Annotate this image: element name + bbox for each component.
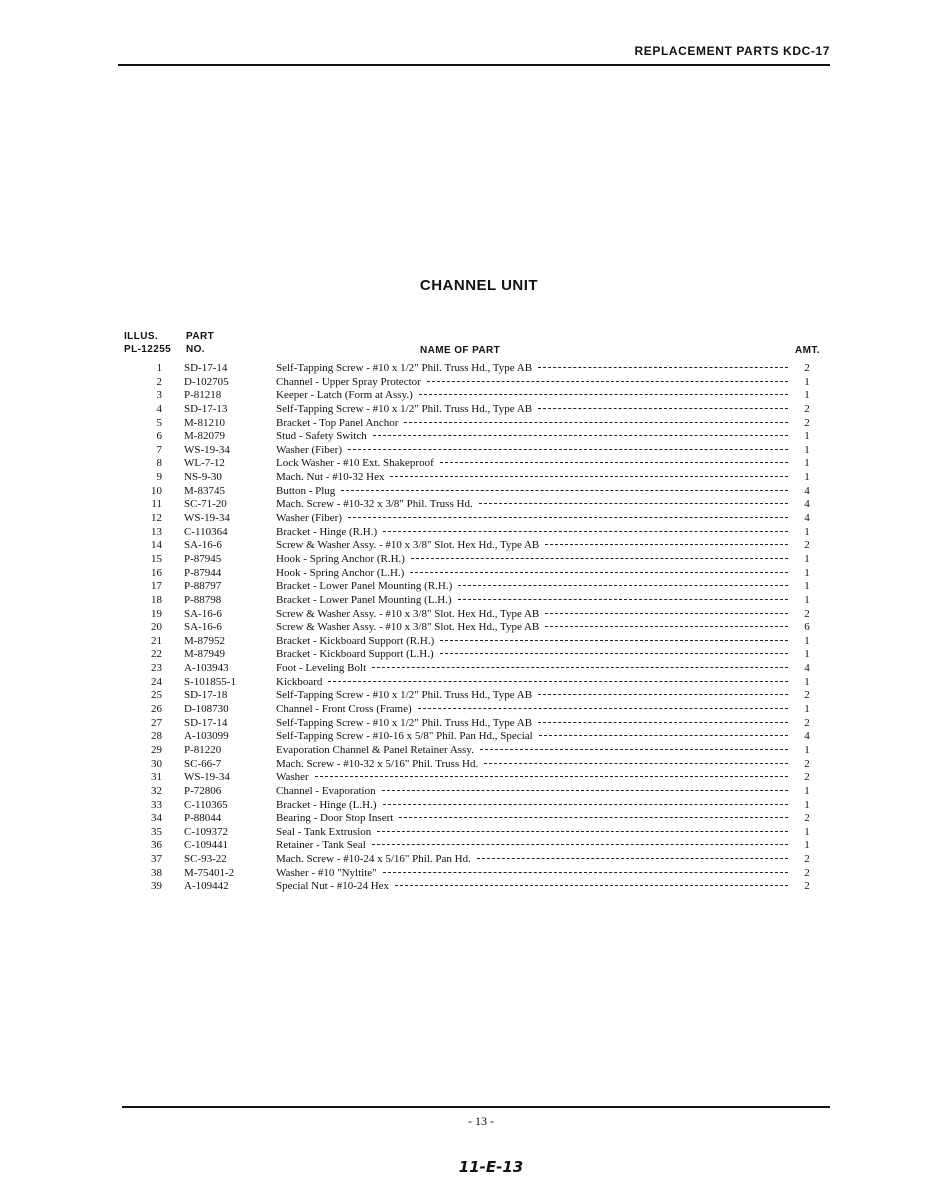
- part-name: Hook - Spring Anchor (L.H.): [276, 566, 405, 579]
- part-name-cell: [276, 512, 788, 525]
- part-number: SA-16-6: [184, 607, 222, 620]
- leader-dashes: [410, 572, 788, 573]
- part-name-cell: [276, 471, 788, 484]
- parts-row: [0, 526, 942, 540]
- amount: 4: [804, 484, 810, 497]
- parts-row: [0, 485, 942, 499]
- amount: 1: [804, 443, 810, 456]
- illus-number: 19: [151, 607, 162, 620]
- part-name-cell: [276, 608, 788, 621]
- part-name-cell: [276, 867, 788, 880]
- illus-number: 1: [156, 362, 162, 374]
- amount: 1: [804, 566, 810, 579]
- parts-row: [0, 826, 942, 840]
- leader-dashes: [404, 422, 788, 423]
- part-name: Evaporation Channel & Panel Retainer Assy.: [276, 743, 474, 756]
- leader-dashes: [390, 476, 788, 477]
- parts-row: [0, 457, 942, 471]
- illus-number: 36: [151, 839, 162, 852]
- part-name: Bracket - Kickboard Support (R.H.): [276, 634, 435, 647]
- part-name-cell: [276, 444, 788, 457]
- part-name-cell: [276, 430, 788, 443]
- part-name-cell: [276, 389, 788, 402]
- leader-dashes: [341, 490, 788, 491]
- amount: 1: [804, 389, 810, 402]
- part-number: SC-93-22: [184, 853, 227, 866]
- illus-number: 16: [151, 566, 162, 579]
- part-name: Keeper - Latch (Form at Assy.): [276, 389, 413, 402]
- part-name: Washer: [276, 771, 309, 784]
- parts-row: [0, 621, 942, 635]
- part-name-cell: [276, 717, 788, 730]
- part-name: Channel - Evaporation: [276, 784, 376, 797]
- amount: 1: [804, 675, 810, 688]
- parts-row: [0, 853, 942, 867]
- column-header-part-line1: PART: [186, 331, 215, 342]
- amount: 4: [804, 662, 810, 675]
- parts-row: [0, 635, 942, 649]
- amount: 2: [804, 771, 810, 784]
- parts-row: [0, 648, 942, 662]
- part-name-cell: [276, 621, 788, 634]
- parts-row: [0, 512, 942, 526]
- parts-row: [0, 771, 942, 785]
- parts-row: [0, 880, 942, 894]
- leader-dashes: [538, 694, 788, 695]
- part-name-cell: [276, 580, 788, 593]
- illus-number: 13: [151, 525, 162, 538]
- leader-dashes: [539, 735, 788, 736]
- part-number: M-87949: [184, 648, 225, 661]
- part-number: C-110365: [184, 798, 228, 811]
- parts-row: [0, 717, 942, 731]
- amount: 2: [804, 716, 810, 729]
- illus-number: 12: [151, 512, 162, 525]
- parts-row: [0, 417, 942, 431]
- part-name: Self-Tapping Screw - #10-16 x 5/8" Phil. Pan Hd., Special: [276, 730, 533, 743]
- leader-dashes: [418, 708, 788, 709]
- leader-dashes: [383, 804, 789, 805]
- part-name: Bracket - Kickboard Support (L.H.): [276, 648, 434, 661]
- leader-dashes: [440, 640, 788, 641]
- part-name: Special Nut - #10-24 Hex: [276, 880, 390, 893]
- part-name-cell: [276, 526, 788, 539]
- parts-row: [0, 867, 942, 881]
- part-number: P-88798: [184, 593, 222, 606]
- amount: 4: [804, 512, 810, 525]
- part-name-cell: [276, 594, 788, 607]
- amount: 2: [804, 757, 810, 770]
- part-name: Washer - #10 "Nyltite": [276, 866, 377, 879]
- part-name: Retainer - Tank Seal: [276, 839, 366, 852]
- part-name-cell: [276, 880, 788, 893]
- amount: 1: [804, 839, 810, 852]
- part-number: SD-17-14: [184, 716, 228, 729]
- illus-number: 2: [156, 375, 162, 388]
- leader-dashes: [458, 599, 788, 600]
- parts-row: [0, 567, 942, 581]
- part-number: SC-71-20: [184, 498, 227, 511]
- part-name: Foot - Leveling Bolt: [276, 662, 367, 675]
- header-rule: [118, 64, 830, 66]
- leader-dashes: [383, 531, 788, 532]
- part-number: SD-17-18: [184, 689, 228, 702]
- parts-row: [0, 539, 942, 553]
- parts-row: [0, 689, 942, 703]
- part-name: Hook - Spring Anchor (R.H.): [276, 552, 405, 565]
- part-number: P-88044: [184, 812, 222, 825]
- part-name: Channel - Upper Spray Protector: [276, 375, 421, 388]
- illus-number: 27: [151, 716, 162, 729]
- illus-number: 7: [156, 443, 162, 456]
- part-number: SC-66-7: [184, 757, 222, 770]
- part-number: M-83745: [184, 484, 225, 497]
- part-name: Self-Tapping Screw - #10 x 1/2" Phil. Truss Hd., Type AB: [276, 689, 533, 702]
- part-name-cell: [276, 689, 788, 702]
- column-header-part-line2: NO.: [186, 344, 205, 355]
- leader-dashes: [399, 817, 788, 818]
- part-name: Screw & Washer Assy. - #10 x 3/8" Slot. Hex Hd., Type AB: [276, 621, 540, 634]
- part-name: Button - Plug: [276, 484, 336, 497]
- leader-dashes: [372, 844, 788, 845]
- part-name-cell: [276, 567, 788, 580]
- illus-number: 25: [151, 689, 162, 702]
- illus-number: 21: [151, 634, 162, 647]
- amount: 2: [804, 880, 810, 893]
- part-name: Washer (Fiber): [276, 443, 343, 456]
- leader-dashes: [383, 872, 788, 873]
- illus-number: 33: [151, 798, 162, 811]
- part-name-cell: [276, 744, 788, 757]
- parts-list: [0, 362, 942, 894]
- part-number: P-81218: [184, 389, 222, 402]
- illus-number: 37: [151, 853, 162, 866]
- amount: 1: [804, 634, 810, 647]
- amount: 1: [804, 580, 810, 593]
- part-number: NS-9-30: [184, 471, 222, 484]
- part-number: P-72806: [184, 784, 222, 797]
- illus-number: 26: [151, 703, 162, 716]
- part-name-cell: [276, 553, 788, 566]
- illus-number: 24: [151, 675, 162, 688]
- illus-number: 35: [151, 825, 162, 838]
- part-number: C-109372: [184, 825, 228, 838]
- leader-dashes: [411, 558, 788, 559]
- amount: 1: [804, 743, 810, 756]
- illus-number: 20: [151, 621, 162, 634]
- part-number: C-109441: [184, 839, 228, 852]
- part-number: D-108730: [184, 703, 229, 716]
- illus-number: 5: [156, 416, 162, 429]
- leader-dashes: [373, 435, 788, 436]
- amount: 1: [804, 798, 810, 811]
- column-header-illus-line2: PL-12255: [124, 344, 172, 355]
- part-name-cell: [276, 662, 788, 675]
- illus-number: 34: [151, 812, 162, 825]
- illus-number: 17: [151, 580, 162, 593]
- illus-number: 15: [151, 552, 162, 565]
- part-name-cell: [276, 403, 788, 416]
- part-name-cell: [276, 498, 788, 511]
- part-name: Bracket - Lower Panel Mounting (L.H.): [276, 593, 452, 606]
- part-name-cell: [276, 839, 788, 852]
- parts-row: [0, 608, 942, 622]
- part-name-cell: [276, 485, 788, 498]
- parts-row: [0, 758, 942, 772]
- leader-dashes: [545, 544, 788, 545]
- part-name-cell: [276, 771, 788, 784]
- leader-dashes: [315, 776, 788, 777]
- amount: 1: [804, 593, 810, 606]
- leader-dashes: [545, 626, 788, 627]
- illus-number: 30: [151, 757, 162, 770]
- part-number: P-81220: [184, 743, 222, 756]
- amount: 1: [804, 552, 810, 565]
- part-number: WS-19-34: [184, 512, 230, 525]
- leader-dashes: [538, 367, 788, 368]
- illus-number: 38: [151, 866, 162, 879]
- part-name-cell: [276, 635, 788, 648]
- part-name: Self-Tapping Screw - #10 x 1/2" Phil. Truss Hd., Type AB: [276, 716, 533, 729]
- part-name-cell: [276, 362, 788, 375]
- leader-dashes: [328, 681, 788, 682]
- part-number: WS-19-34: [184, 443, 230, 456]
- part-number: SD-17-13: [184, 402, 228, 415]
- leader-dashes: [545, 613, 788, 614]
- part-name: Lock Washer - #10 Ext. Shakeproof: [276, 457, 434, 470]
- header-title: REPLACEMENT PARTS KDC-17: [634, 44, 830, 58]
- part-name-cell: [276, 785, 788, 798]
- amount: 2: [804, 362, 810, 374]
- part-number: SD-17-14: [184, 362, 228, 374]
- amount: 1: [804, 525, 810, 538]
- parts-row: [0, 594, 942, 608]
- part-number: M-75401-2: [184, 866, 235, 879]
- amount: 2: [804, 866, 810, 879]
- illus-number: 4: [156, 402, 162, 415]
- parts-row: [0, 799, 942, 813]
- leader-dashes: [395, 885, 788, 886]
- amount: 2: [804, 402, 810, 415]
- parts-row: [0, 744, 942, 758]
- illus-number: 8: [156, 457, 162, 470]
- parts-row: [0, 812, 942, 826]
- amount: 1: [804, 703, 810, 716]
- parts-row: [0, 662, 942, 676]
- part-number: P-87945: [184, 552, 222, 565]
- leader-dashes: [427, 381, 788, 382]
- parts-row: [0, 703, 942, 717]
- amount: 1: [804, 648, 810, 661]
- part-name-cell: [276, 826, 788, 839]
- part-name-cell: [276, 376, 788, 389]
- parts-row: [0, 839, 942, 853]
- amount: 4: [804, 498, 810, 511]
- amount: 1: [804, 430, 810, 443]
- page-number: - 13 -: [468, 1114, 494, 1128]
- part-number: C-110364: [184, 525, 228, 538]
- leader-dashes: [480, 749, 788, 750]
- part-name: Seal - Tank Extrusion: [276, 825, 372, 838]
- part-name: Mach. Screw - #10-32 x 5/16" Phil. Truss Hd.: [276, 757, 479, 770]
- amount: 2: [804, 416, 810, 429]
- part-number: D-102705: [184, 375, 229, 388]
- parts-row: [0, 785, 942, 799]
- leader-dashes: [440, 462, 788, 463]
- part-name: Bracket - Top Panel Anchor: [276, 416, 399, 429]
- part-name-cell: [276, 676, 788, 689]
- part-name: Channel - Front Cross (Frame): [276, 703, 412, 716]
- part-name: Bracket - Hinge (R.H.): [276, 525, 378, 538]
- parts-row: [0, 580, 942, 594]
- parts-row: [0, 362, 942, 376]
- column-header-illus: [124, 330, 171, 356]
- illus-number: 3: [156, 389, 162, 402]
- part-name: Bracket - Lower Panel Mounting (R.H.): [276, 580, 453, 593]
- part-name: Kickboard: [276, 675, 323, 688]
- leader-dashes: [348, 517, 788, 518]
- amount: 4: [804, 730, 810, 743]
- parts-row: [0, 376, 942, 390]
- footer-rule: [122, 1106, 830, 1108]
- section-title: CHANNEL UNIT: [419, 277, 539, 294]
- illus-number: 32: [151, 784, 162, 797]
- leader-dashes: [538, 408, 788, 409]
- part-name: Screw & Washer Assy. - #10 x 3/8" Slot. Hex Hd., Type AB: [276, 607, 540, 620]
- amount: 1: [804, 471, 810, 484]
- parts-row: [0, 430, 942, 444]
- illus-number: 14: [151, 539, 162, 552]
- leader-dashes: [348, 449, 788, 450]
- leader-dashes: [484, 763, 788, 764]
- illus-number: 22: [151, 648, 162, 661]
- parts-row: [0, 498, 942, 512]
- leader-dashes: [440, 653, 788, 654]
- amount: 2: [804, 607, 810, 620]
- parts-row: [0, 730, 942, 744]
- amount: 2: [804, 689, 810, 702]
- leader-dashes: [477, 858, 788, 859]
- part-name-cell: [276, 853, 788, 866]
- illus-number: 10: [151, 484, 162, 497]
- part-number: M-87952: [184, 634, 225, 647]
- amount: 1: [804, 825, 810, 838]
- column-header-name: NAME OF PART: [420, 345, 501, 356]
- leader-dashes: [538, 722, 788, 723]
- leader-dashes: [479, 503, 788, 504]
- part-name-cell: [276, 730, 788, 743]
- illus-number: 11: [151, 498, 162, 511]
- part-name: Screw & Washer Assy. - #10 x 3/8" Slot. Hex Hd., Type AB: [276, 539, 540, 552]
- illus-number: 29: [151, 743, 162, 756]
- part-number: WL-7-12: [184, 457, 225, 470]
- illus-number: 6: [156, 430, 162, 443]
- amount: 2: [804, 812, 810, 825]
- part-number: WS-19-34: [184, 771, 230, 784]
- part-name-cell: [276, 539, 788, 552]
- parts-row: [0, 403, 942, 417]
- column-header-amt: AMT.: [795, 345, 820, 356]
- part-name-cell: [276, 457, 788, 470]
- part-name: Self-Tapping Screw - #10 x 1/2" Phil. Truss Hd., Type AB: [276, 362, 533, 374]
- part-name-cell: [276, 417, 788, 430]
- part-number: M-82079: [184, 430, 225, 443]
- leader-dashes: [377, 831, 788, 832]
- part-number: M-81210: [184, 416, 225, 429]
- part-name-cell: [276, 703, 788, 716]
- illus-number: 28: [151, 730, 162, 743]
- leader-dashes: [372, 667, 788, 668]
- part-name: Bearing - Door Stop Insert: [276, 812, 394, 825]
- illus-number: 18: [151, 593, 162, 606]
- illus-number: 31: [151, 771, 162, 784]
- illus-number: 39: [151, 880, 162, 893]
- parts-row: [0, 389, 942, 403]
- amount: 1: [804, 375, 810, 388]
- leader-dashes: [419, 394, 788, 395]
- part-name: Mach. Screw - #10-32 x 3/8" Phil. Truss Hd.: [276, 498, 473, 511]
- amount: 6: [804, 621, 810, 634]
- column-header-part: [186, 330, 214, 356]
- illus-number: 9: [156, 471, 162, 484]
- amount: 1: [804, 457, 810, 470]
- part-name-cell: [276, 758, 788, 771]
- part-name: Bracket - Hinge (L.H.): [276, 798, 377, 811]
- part-name: Stud - Safety Switch: [276, 430, 367, 443]
- amount: 1: [804, 784, 810, 797]
- handwritten-reference: 11-E-13: [458, 1158, 524, 1176]
- parts-row: [0, 444, 942, 458]
- part-name-cell: [276, 799, 788, 812]
- parts-row: [0, 676, 942, 690]
- part-number: P-87944: [184, 566, 222, 579]
- part-number: SA-16-6: [184, 539, 222, 552]
- part-number: P-88797: [184, 580, 222, 593]
- part-name: Washer (Fiber): [276, 512, 343, 525]
- part-name: Mach. Screw - #10-24 x 5/16" Phil. Pan Hd.: [276, 853, 471, 866]
- part-name-cell: [276, 812, 788, 825]
- part-number: S-101855-1: [184, 675, 236, 688]
- part-name: Self-Tapping Screw - #10 x 1/2" Phil. Truss Hd., Type AB: [276, 402, 533, 415]
- illus-number: 23: [151, 662, 162, 675]
- part-number: A-103943: [184, 662, 229, 675]
- leader-dashes: [382, 790, 788, 791]
- amount: 2: [804, 539, 810, 552]
- part-name-cell: [276, 648, 788, 661]
- part-name: Mach. Nut - #10-32 Hex: [276, 471, 385, 484]
- part-number: A-109442: [184, 880, 229, 893]
- leader-dashes: [458, 585, 788, 586]
- part-number: A-103099: [184, 730, 229, 743]
- parts-row: [0, 471, 942, 485]
- parts-row: [0, 553, 942, 567]
- column-header-illus-line1: ILLUS.: [124, 331, 159, 342]
- part-number: SA-16-6: [184, 621, 222, 634]
- amount: 2: [804, 853, 810, 866]
